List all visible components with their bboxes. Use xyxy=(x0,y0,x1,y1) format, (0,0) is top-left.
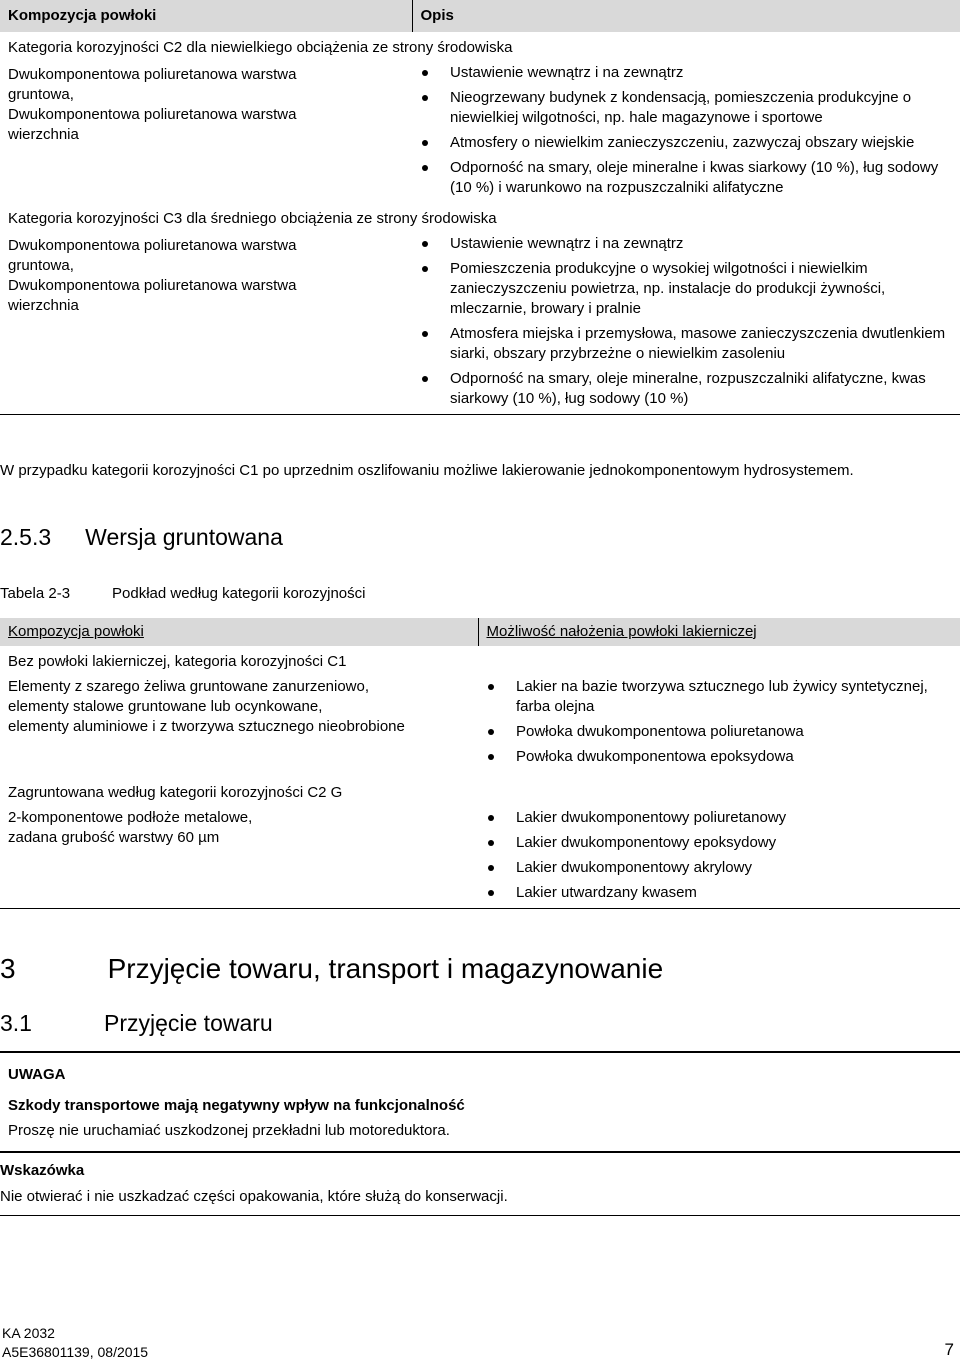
list-item: Atmosfera miejska i przemysłowa, masowe zanieczyszczenia dwutlenkiem siarki, obszary przybrzeżne o niewielkim zasoleniu xyxy=(412,324,952,364)
category-c2g: Zagruntowana według kategorii korozyjności C2 G xyxy=(8,784,343,801)
list-item: Ustawienie wewnątrz i na zewnątrz xyxy=(412,234,952,254)
section-heading-3-1 xyxy=(0,1008,273,1038)
painting-option-cell xyxy=(478,673,960,777)
coating-description-table xyxy=(0,0,960,415)
section-number: 3.1 xyxy=(0,1010,32,1036)
composition-line: Dwukomponentowa poliuretanowa warstwa xyxy=(8,277,297,294)
category-c1: Bez powłoki lakierniczej, kategoria korozyjności C1 xyxy=(8,653,347,670)
list-item: Nieogrzewany budynek z kondensacją, pomieszczenia produkcyjne o niewielkiej wilgotności, np. hale magazynowe i sportowe xyxy=(412,88,952,128)
list-item: Odporność na smary, oleje mineralne i kwas siarkowy (10 %), ług sodowy (10 %) i warunkowo na rozpuszczalniki alifatyczne xyxy=(412,158,952,198)
hint-text: Nie otwierać i nie uszkadzać części opakowania, które służą do konserwacji. xyxy=(0,1188,508,1205)
painting-option-list xyxy=(478,808,952,903)
list-item: Lakier dwukomponentowy epoksydowy xyxy=(478,833,952,853)
table-bottom-rule xyxy=(0,415,960,416)
painting-option-cell xyxy=(478,804,960,909)
composition-line: Dwukomponentowa poliuretanowa warstwa xyxy=(8,237,297,254)
warning-label: UWAGA xyxy=(8,1066,66,1083)
table-row xyxy=(0,61,960,203)
header-description: Opis xyxy=(412,0,960,32)
note-c1: W przypadku kategorii korozyjności C1 po uprzednim oszlifowaniu możliwe lakierowanie jednokomponentowym hydrosystemem. xyxy=(0,462,854,479)
composition-cell xyxy=(0,804,478,909)
category-c3: Kategoria korozyjności C3 dla średniego obciążenia ze strony środowiska xyxy=(8,210,497,227)
hint-label: Wskazówka xyxy=(0,1162,85,1179)
composition-line: 2-komponentowe podłoże metalowe, xyxy=(8,809,253,826)
table-row xyxy=(0,673,960,777)
warning-title: Szkody transportowe mają negatywny wpływ na funkcjonalność xyxy=(8,1097,465,1114)
header-composition: Kompozycja powłoki xyxy=(0,0,412,32)
composition-line: wierzchnia xyxy=(8,126,79,143)
list-item: Lakier na bazie tworzywa sztucznego lub żywicy syntetycznej, farba olejna xyxy=(478,677,952,717)
list-item: Lakier dwukomponentowy akrylowy xyxy=(478,858,952,878)
composition-line: gruntowa, xyxy=(8,86,74,103)
list-item: Ustawienie wewnątrz i na zewnątrz xyxy=(412,63,952,83)
primer-table xyxy=(0,618,960,909)
section-heading-2-5-3 xyxy=(0,522,283,552)
composition-cell xyxy=(0,61,412,203)
composition-line: wierzchnia xyxy=(8,297,79,314)
table-caption-label: Tabela 2-3 xyxy=(0,585,71,602)
hint-bottom-rule xyxy=(0,1215,960,1216)
section-title: Wersja gruntowana xyxy=(85,524,283,550)
category-c2: Kategoria korozyjności C2 dla niewielkiego obciążenia ze strony środowiska xyxy=(8,39,513,56)
category-row xyxy=(0,777,960,804)
composition-line: elementy stalowe gruntowane lub ocynkowane, xyxy=(8,698,323,715)
section-number: 2.5.3 xyxy=(0,524,52,550)
table-header-row xyxy=(0,0,960,32)
description-list xyxy=(412,63,952,198)
category-row xyxy=(0,203,960,232)
description-list xyxy=(412,234,952,409)
section-title: Przyjęcie towaru xyxy=(103,1010,273,1036)
painting-option-list xyxy=(478,677,952,767)
list-item: Atmosfery o niewielkim zanieczyszczeniu, zazwyczaj obszary wiejskie xyxy=(412,133,952,153)
composition-line: Dwukomponentowa poliuretanowa warstwa xyxy=(8,66,297,83)
composition-line: Dwukomponentowa poliuretanowa warstwa xyxy=(8,106,297,123)
warning-text: Proszę nie uruchamiać uszkodzonej przekładni lub motoreduktora. xyxy=(8,1122,450,1139)
header-composition: Kompozycja powłoki xyxy=(0,618,478,646)
composition-cell xyxy=(0,673,478,777)
category-row xyxy=(0,32,960,61)
header-painting-option: Możliwość nałożenia powłoki lakierniczej xyxy=(478,618,960,646)
list-item: Lakier dwukomponentowy poliuretanowy xyxy=(478,808,952,828)
list-item: Lakier utwardzany kwasem xyxy=(478,883,952,903)
section-number: 3 xyxy=(0,953,16,984)
composition-line: gruntowa, xyxy=(8,257,74,274)
list-item: Odporność na smary, oleje mineralne, rozpuszczalniki alifatyczne, kwas siarkowy (10 %), ług sodowy (10 %) xyxy=(412,369,952,409)
table-row xyxy=(0,232,960,415)
page-number: 7 xyxy=(944,1340,954,1359)
category-row xyxy=(0,646,960,673)
table-caption-text: Podkład według kategorii korozyjności xyxy=(112,585,366,602)
footer-doc-code: A5E36801139, 08/2015 xyxy=(2,1344,149,1360)
table-header-row xyxy=(0,618,960,646)
list-item: Powłoka dwukomponentowa poliuretanowa xyxy=(478,722,952,742)
composition-line: Elementy z szarego żeliwa gruntowane zanurzeniowo, xyxy=(8,678,370,695)
list-item: Powłoka dwukomponentowa epoksydowa xyxy=(478,747,952,767)
footer-doc-number: KA 2032 xyxy=(2,1325,55,1341)
composition-cell xyxy=(0,232,412,415)
warning-top-rule xyxy=(0,1051,960,1053)
table-row xyxy=(0,804,960,909)
list-item: Pomieszczenia produkcyjne o wysokiej wilgotności i niewielkim zanieczyszczeniu powietrza, np. instalacje do produkcji żywności, mleczarnie, browary i pralnie xyxy=(412,259,952,319)
description-cell xyxy=(412,232,960,415)
table-bottom-rule xyxy=(0,909,960,910)
section-heading-3 xyxy=(0,952,663,986)
composition-line: zadana grubość warstwy 60 µm xyxy=(8,829,220,846)
warning-bottom-rule xyxy=(0,1151,960,1153)
description-cell xyxy=(412,61,960,203)
section-title: Przyjęcie towaru, transport i magazynowanie xyxy=(107,953,664,984)
composition-line: elementy aluminiowe i z tworzywa sztucznego nieobrobione xyxy=(8,718,405,735)
